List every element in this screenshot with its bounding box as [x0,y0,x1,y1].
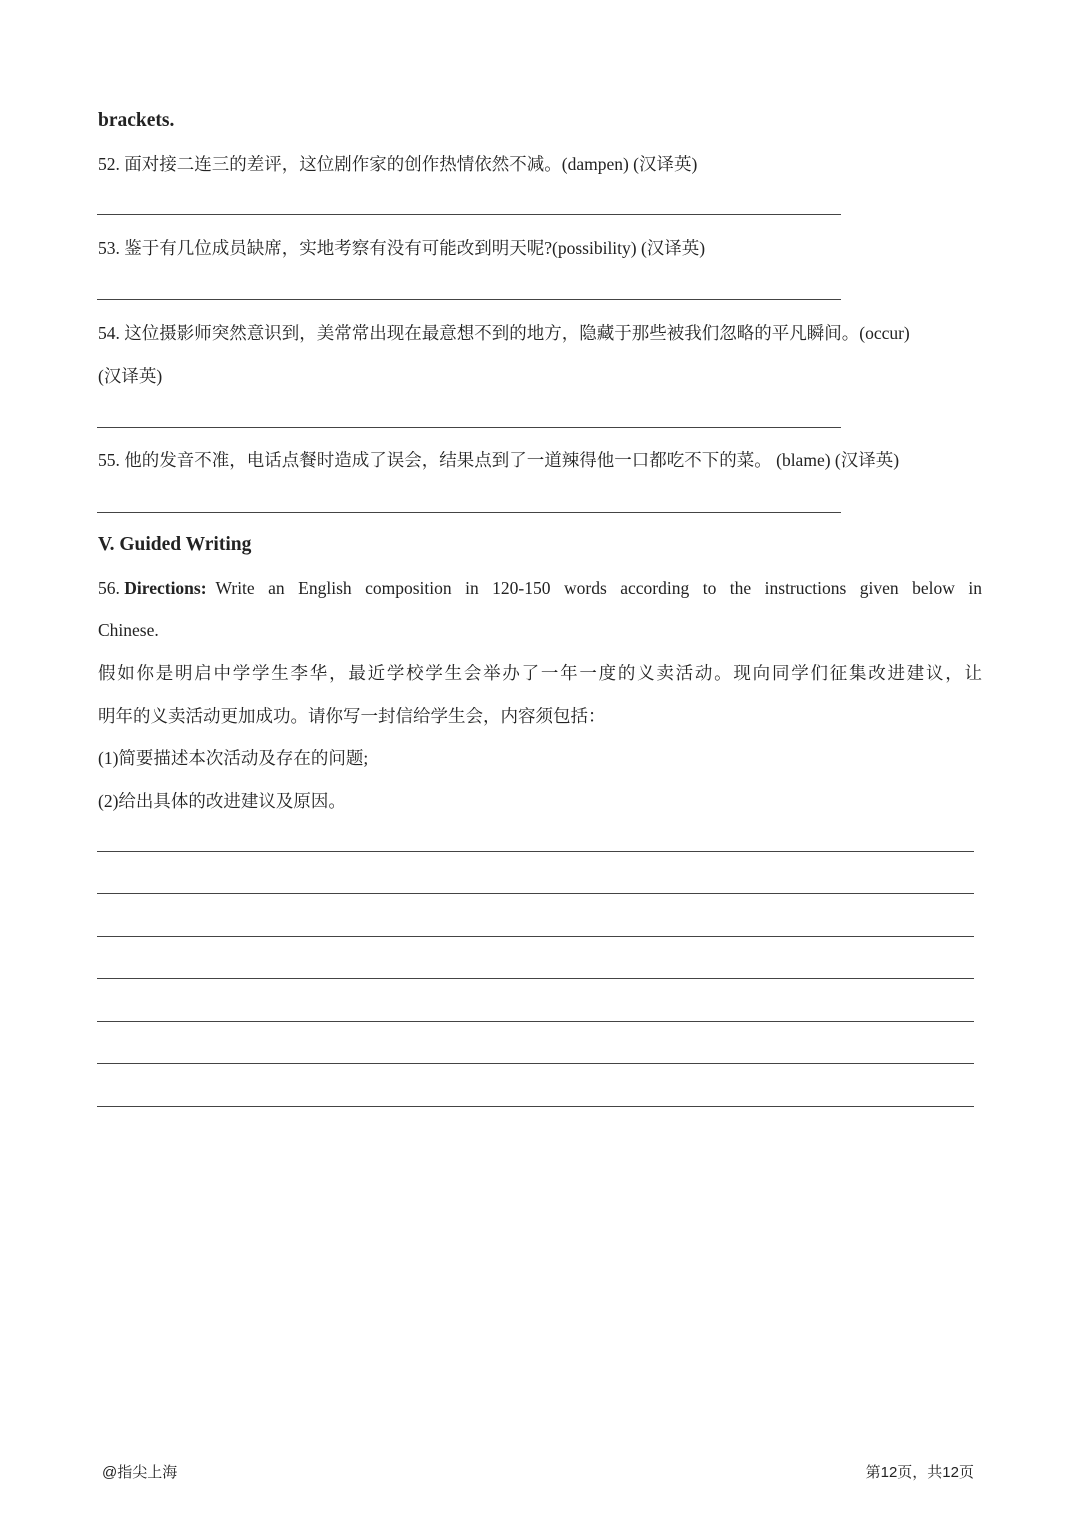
question-number: 52. [98,154,120,174]
writing-line[interactable] [97,1106,974,1107]
requirement-1: (1)简要描述本次活动及存在的问题; [98,748,369,768]
question-number: 54. [98,323,120,343]
directions-line-1 [98,576,982,600]
prompt-line-1: 假如你是明启中学学生李华，最近学校学生会举办了一年一度的义卖活动。现向同学们征集改进建议，让 [98,663,982,683]
answer-line-52[interactable] [97,214,841,215]
writing-line[interactable] [97,1021,974,1022]
question-text: 这位摄影师突然意识到，美常常出现在最意想不到的地方，隐藏于那些被我们忽略的平凡瞬间。(occur) [124,323,910,343]
writing-line[interactable] [97,936,974,937]
question-text: 面对接二连三的差评，这位剧作家的创作热情依然不减。(dampen) (汉译英) [124,154,698,174]
directions-text: Write an English composition in 120-150 words according to the instructions given below in [215,578,982,598]
question-54-continued: (汉译英) [98,366,163,386]
answer-line-55[interactable] [97,512,841,513]
question-text: 鉴于有几位成员缺席，实地考察有没有可能改到明天呢?(possibility) (汉译英) [124,238,706,258]
section-heading: V. Guided Writing [98,534,252,555]
writing-line[interactable] [97,893,974,894]
question-53 [98,236,705,260]
requirement-2: (2)给出具体的改进建议及原因。 [98,791,346,811]
question-52 [98,152,697,176]
question-55 [98,448,899,472]
writing-line[interactable] [97,978,974,979]
footer-source: @指尖上海 [102,1464,178,1481]
question-number: 55. [98,450,120,470]
question-54 [98,321,910,345]
directions-label: Directions: [124,578,207,598]
question-text: 他的发音不准，电话点餐时造成了误会，结果点到了一道辣得他一口都吃不下的菜。 (blame) (汉译英) [124,450,900,470]
answer-line-54[interactable] [97,427,841,428]
section-instruction-tail: brackets. [98,110,175,131]
question-number: 56. [98,578,120,598]
page-number: 第12页，共12页 [865,1464,974,1481]
answer-line-53[interactable] [97,299,841,300]
writing-line[interactable] [97,851,974,852]
prompt-line-2: 明年的义卖活动更加成功。请你写一封信给学生会，内容须包括： [98,706,606,726]
question-number: 53. [98,238,120,258]
directions-line-2: Chinese. [98,620,159,640]
writing-line[interactable] [97,1063,974,1064]
